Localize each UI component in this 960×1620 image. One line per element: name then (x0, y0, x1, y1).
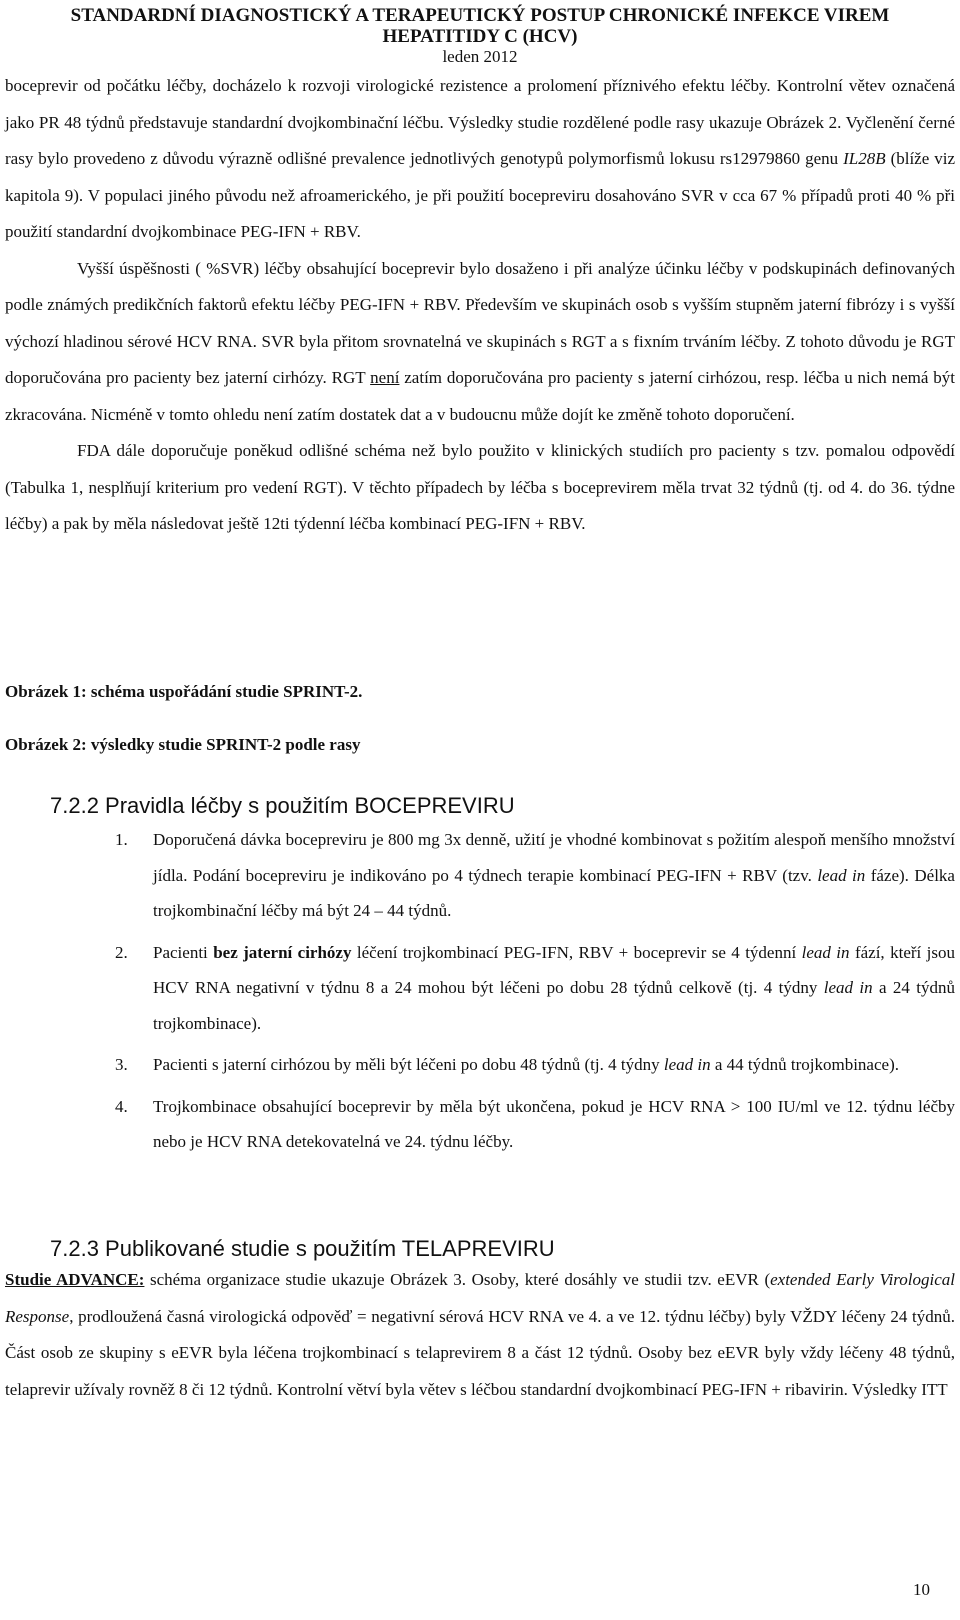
list-text: a 44 týdnů trojkombinace). (710, 1055, 899, 1074)
underlined-word: není (370, 368, 400, 387)
list-text: a 24 týdnů trojkombinace). (153, 978, 955, 1033)
list-text: léčení trojkombinací PEG-IFN, RBV + boceprevir se 4 týdenní (351, 942, 802, 962)
page-number: 10 (913, 1580, 930, 1599)
paragraph-text: schéma organizace studie ukazuje Obrázek 3. Osoby, které dosáhly ve studii tzv. eEVR ( (144, 1270, 771, 1289)
paragraph-text: (blíže viz kapitola 9). V populaci jiného původu než afroamerického, je při použití bocepreviru dosahováno SVR v cca 67 % případů proti 40 % při použití standardní dvojkombinace PEG-IFN + RBV. (5, 149, 956, 241)
list-number: 4. (115, 1096, 128, 1116)
list-number: 1. (115, 830, 128, 849)
list-text: fáze). Délka trojkombinační léčby má být 24 – 44 týdnů. (153, 865, 955, 920)
list-text: Pacienti (153, 942, 214, 962)
boceprevir-rules-list (115, 822, 955, 1166)
section-heading-722: 7.2.2 Pravidla léčby s použitím BOCEPREVIRU (50, 793, 515, 818)
paragraph-text: Vyšší úspěšnosti ( %SVR) léčby obsahující boceprevir bylo dosaženo i při analýze účinku léčby v podskupinách definovaných podle známých predikčních faktorů efektu léčby PEG-IFN + RBV. Především ve skupinách osob s vyšším stupněm jaterní fibrózy i s vyšší výchozí hladinou sérové HCV RNA. SVR byla přitom srovnatelná ve skupinách s RGT a s fixním trváním léčby. Z tohoto důvodu je RGT doporučována pro pacienty bez jaterní cirhózy. RGT (5, 258, 955, 387)
list-text-italic: lead in (801, 942, 850, 962)
header-title-line1: STANDARDNÍ DIAGNOSTICKÝ A TERAPEUTICKÝ POSTUP CHRONICKÉ INFEKCE VIREM (70, 5, 890, 26)
gene-name: IL28B (843, 149, 886, 168)
paragraph-sprint2-results (5, 68, 955, 251)
section-heading-723: 7.2.3 Publikované studie s použitím TELAPREVIRU (50, 1236, 555, 1261)
study-label: Studie ADVANCE: (5, 1270, 145, 1289)
list-item (115, 935, 955, 1042)
list-item (115, 1047, 955, 1083)
paragraph-svr-subgroups (5, 251, 955, 434)
list-text-italic: lead in (817, 865, 866, 885)
paragraph-text-italic: extended Early Virological Response (5, 1270, 956, 1326)
list-text-italic: lead in (663, 1055, 711, 1074)
list-number: 3. (115, 1055, 128, 1074)
list-item (115, 822, 955, 929)
paragraph-advance-study (5, 1262, 955, 1408)
body-block-1 (5, 68, 955, 543)
header-title-line2: HEPATITIDY C (HCV) (382, 26, 578, 47)
list-text: Trojkombinace obsahující boceprevir by měla být ukončena, pokud je HCV RNA > 100 IU/ml ve 12. týdnu léčby nebo je HCV RNA detekovatelná ve 24. týdnu léčby. (153, 1096, 955, 1151)
figure-2-caption: Obrázek 2: výsledky studie SPRINT-2 podle rasy (5, 735, 361, 754)
list-text-italic: lead in (823, 978, 873, 997)
paragraph-text: zatím doporučována pro pacienty s jaterní cirhózou, resp. léčba u nich nemá být zkracována. Nicméně v tomto ohledu není zatím dostatek dat a v budoucnu může dojít ke změně tohoto doporučení. (5, 368, 955, 424)
header-date: leden 2012 (442, 47, 518, 66)
paragraph-text: boceprevir od počátku léčby, docházelo k rozvoji virologické rezistence a prolomení příznivého efektu léčby. Kontrolní větev označená jako PR 48 týdnů představuje standardní dvojkombinační léčbu. Výsledky studie rozdělené podle rasy ukazuje Obrázek 2. Vyčlenění černé rasy bylo provedeno z důvodu výrazně odlišné prevalence jednotlivých genotypů polymorfismů lokusu rs12979860 genu (5, 76, 955, 168)
list-text-bold: bez jaterní cirhózy (213, 942, 352, 962)
body-block-2 (5, 1262, 955, 1408)
paragraph-fda: FDA dále doporučuje poněkud odlišné schéma než bylo použito v klinických studiích pro pacienty s tzv. pomalou odpovědí (Tabulka 1, nesplňují kriterium pro vedení RGT). V těchto případech by léčba s boceprevirem měla trvat 32 týdnů (tj. od 4. do 36. týdne léčby) a pak by měla následovat ještě 12ti týdenní léčba kombinací PEG-IFN + RBV. (5, 441, 955, 533)
list-text: Pacienti s jaterní cirhózou by měli být léčeni po dobu 48 týdnů (tj. 4 týdny (153, 1055, 664, 1074)
list-number: 2. (115, 942, 128, 962)
figure-1-caption: Obrázek 1: schéma uspořádání studie SPRINT-2. (5, 682, 363, 701)
page-header (0, 5, 960, 67)
list-item (115, 1089, 955, 1160)
list-text: Doporučená dávka bocepreviru je 800 mg 3x denně, užití je vhodné kombinovat s požitím alespoň menšího množství jídla. Podání bocepreviru je indikováno po 4 týdnech terapie kombinací PEG-IFN + RBV (tzv. (153, 830, 955, 885)
list-text: fází, kteří jsou HCV RNA negativní v týdnu 8 a 24 mohou být léčeni po dobu 28 týdnů celkově (tj. 4 týdny (153, 942, 956, 997)
paragraph-text: , prodloužená časná virologická odpověď = negativní sérová HCV RNA ve 4. a ve 12. týdnu léčby) byly VŽDY léčeny 24 týdnů. Část osob ze skupiny s eEVR byla léčena trojkombinací s telaprevirem 8 a část 12 týdnů. Osoby bez eEVR byly vždy léčeny 48 týdnů, telaprevir užívaly rovněž 8 či 12 týdnů. Kontrolní větví byla větev s léčbou standardní dvojkombinací PEG-IFN + ribavirin. Výsledky ITT (5, 1306, 955, 1399)
